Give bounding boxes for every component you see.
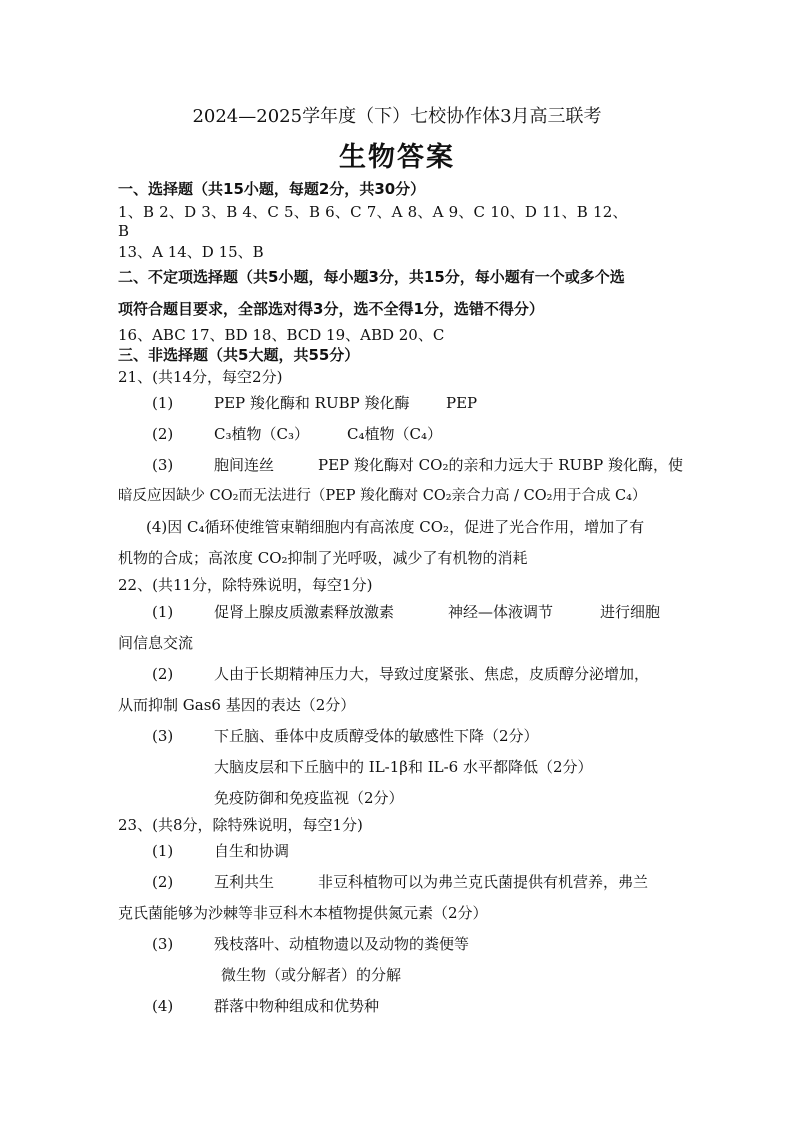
q21-part3-answer-b: PEP 羧化酶对 CO₂的亲和力远大于 RUBP 羧化酶，使 [318, 456, 684, 474]
q23-part1-number: (1) [152, 842, 174, 860]
q21-part4-answer-line2: 机物的合成；高浓度 CO₂抑制了光呼吸，减少了有机物的消耗 [118, 549, 528, 567]
q22-part1-answer-d: 间信息交流 [118, 634, 194, 652]
q23-part2-number: (2) [152, 873, 174, 891]
q23-part2-answer-b: 非豆科植物可以为弗兰克氏菌提供有机营养，弗兰 [318, 873, 649, 891]
multi-select-answers: 16、ABC 17、BD 18、BCD 19、ABD 20、C [118, 326, 445, 344]
q22-part1-answer-c: 进行细胞 [600, 603, 661, 621]
section3-heading: 三、非选择题（共5大题，共55分） [118, 346, 360, 364]
q21-heading: 21、(共14分，每空2分) [118, 368, 283, 386]
q22-heading: 22、(共11分，除特殊说明，每空1分) [118, 576, 373, 594]
q22-part1-answer-b: 神经—体液调节 [448, 603, 554, 621]
section2-heading-line2: 项符合题目要求，全部选对得3分，选不全得1分，选错不得分） [118, 300, 544, 318]
q23-part1-answer: 自生和协调 [214, 842, 290, 860]
q22-part3-answer-c: 免疫防御和免疫监视（2分） [214, 789, 404, 807]
q23-part4-answer: 群落中物种组成和优势种 [214, 997, 380, 1015]
q23-part3-number: (3) [152, 935, 174, 953]
q21-part2-answer-b: C₄植物（C₄） [347, 425, 442, 443]
section2-heading-line1: 二、不定项选择题（共5小题，每小题3分，共15分，每小题有一个或多个选 [118, 268, 625, 286]
q22-part1-number: (1) [152, 603, 174, 621]
q23-part2-answer-a: 互利共生 [214, 873, 275, 891]
q23-part3-answer-a: 残枝落叶、动植物遗以及动物的粪便等 [214, 935, 470, 953]
q21-part3-answer-c: 暗反应因缺少 CO₂而无法进行（PEP 羧化酶对 CO₂亲合力高 / CO₂用于合成 C₄） [118, 488, 647, 504]
q21-part2-answer-a: C₃植物（C₃） [214, 425, 309, 443]
q23-heading: 23、(共8分，除特殊说明，每空1分) [118, 816, 363, 834]
q23-part4-number: (4) [152, 997, 174, 1015]
document-title: 2024—2025学年度（下）七校协作体3月高三联考 [192, 106, 602, 127]
q21-part1-number: (1) [152, 394, 174, 412]
mc-answers-row2: 13、A 14、D 15、B [118, 243, 264, 261]
mc-answers-row1: 1、B 2、D 3、B 4、C 5、B 6、C 7、A 8、A 9、C 10、D 11、B 12、 [118, 203, 628, 221]
q22-part2-answer-line1: 人由于长期精神压力大，导致过度紧张、焦虑，皮质醇分泌增加， [214, 665, 650, 683]
q22-part2-answer-line2: 从而抑制 Gas6 基因的表达（2分） [118, 696, 356, 714]
q21-part3-number: (3) [152, 456, 174, 474]
section1-heading: 一、选择题（共15小题，每题2分，共30分） [118, 180, 426, 198]
q22-part3-answer-b: 大脑皮层和下丘脑中的 IL-1β和 IL-6 水平都降低（2分） [214, 758, 593, 776]
q22-part2-number: (2) [152, 665, 174, 683]
q21-part3-answer-a: 胞间连丝 [214, 456, 275, 474]
q23-part3-answer-b: 微生物（或分解者）的分解 [221, 966, 402, 984]
q23-part2-answer-c: 克氏菌能够为沙棘等非豆科木本植物提供氮元素（2分） [118, 904, 488, 922]
q21-part4-answer-line1: (4)因 C₄循环使维管束鞘细胞内有高浓度 CO₂，促进了光合作用，增加了有 [146, 518, 645, 536]
mc-answers-row1-wrap: B [118, 222, 130, 240]
q21-part2-number: (2) [152, 425, 174, 443]
q21-part1-answer-a: PEP 羧化酶和 RUBP 羧化酶 [214, 394, 410, 412]
q21-part1-answer-b: PEP [446, 394, 478, 412]
q22-part1-answer-a: 促肾上腺皮质激素释放激素 [214, 603, 395, 621]
q22-part3-answer-a: 下丘脑、垂体中皮质醇受体的敏感性下降（2分） [214, 727, 539, 745]
q22-part3-number: (3) [152, 727, 174, 745]
subject-title: 生物答案 [339, 142, 455, 173]
